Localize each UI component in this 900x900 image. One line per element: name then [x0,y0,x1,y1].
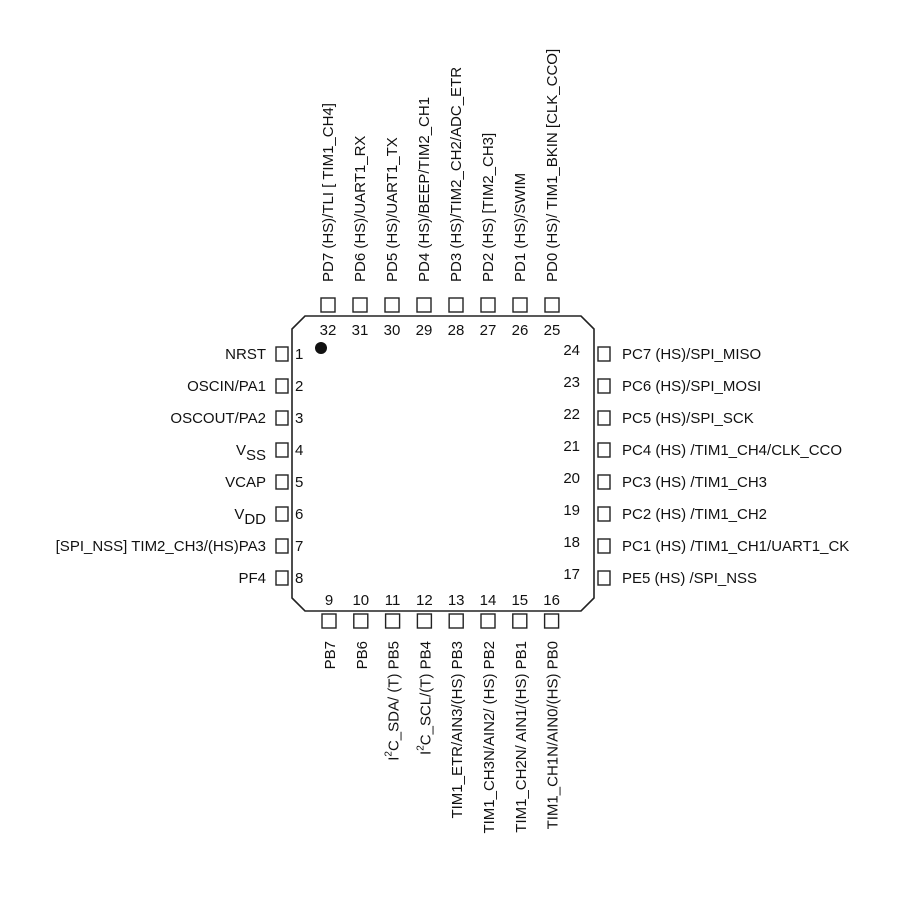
pin-pad-26 [513,298,527,312]
pin-pad-2 [276,379,288,393]
pin-label-31: PD6 (HS)/UART1_RX [352,135,369,282]
pin-pad-29 [417,298,431,312]
pin-pad-27 [481,298,495,312]
pin-number-17: 17 [563,566,580,583]
pin-number-31: 31 [351,322,369,339]
pin-pad-3 [276,411,288,425]
pin-number-16: 16 [543,592,560,609]
pin-pad-15 [513,614,527,628]
pin-label-5: VCAP [225,474,266,491]
pin-pad-20 [598,475,610,489]
pin-label-12: $I^2C\_SCL/(T)$ PB4 [415,641,435,755]
pin-number-27: 27 [479,322,497,339]
pin-label-13: TIM1_ETR/AIN3/(HS) PB3 [449,641,467,819]
pin-pad-8 [276,571,288,585]
pin-label-14: TIM1_CH3N/AIN2/ (HS) PB2 [481,641,498,834]
pin-pad-10 [354,614,368,628]
pin-pad-18 [598,539,610,553]
pin-number-8: 8 [295,570,304,587]
pin-number-2: 2 [295,378,304,395]
pin-number-22: 22 [563,406,580,423]
pin-label-4: VSS [235,442,266,464]
pin-pad-24 [598,347,610,361]
pin-number-10: 10 [352,592,370,609]
pin-pad-5 [276,475,288,489]
pin-pad-14 [481,614,495,628]
pin-label-28: PD3 (HS)/TIM2_CH2/ADC_ETR [448,66,465,282]
pin-number-29: 29 [415,322,433,339]
pin-label-11: $I^2C\_SDA/$ (T) PB5 [383,641,403,761]
pin-label-30: PD5 (HS)/UART1_TX [384,137,401,282]
pin-label-17: PE5 (HS) /SPI_NSS [622,570,758,587]
pin-number-32: 32 [319,322,337,339]
pin-pad-1 [276,347,288,361]
pin-pad-23 [598,379,610,393]
pin-number-12: 12 [416,592,433,609]
pin-number-7: 7 [295,538,304,555]
pin-pad-30 [385,298,399,312]
pin-label-29: PD4 (HS)/BEEP/TIM2_CH1 [416,96,433,282]
pin-pad-7 [276,539,288,553]
pin-pad-22 [598,411,610,425]
pin-label-16: TIM1_CH1N/AIN0/(HS) PB0 [544,641,562,830]
pin-pad-32 [321,298,335,312]
pin-label-3: OSCOUT/PA2 [170,410,266,427]
pin-pad-17 [598,571,610,585]
pin-number-13: 13 [447,592,465,609]
pin-pad-4 [276,443,288,457]
pin-number-24: 24 [563,342,580,359]
pin-number-19: 19 [563,502,580,519]
pin-label-25: PD0 (HS)/ TIM1_BKIN [CLK_CCO] [544,48,561,282]
pin-label-18: PC1 (HS) /TIM1_CH1/UART1_CK [622,538,850,555]
pin-number-28: 28 [447,322,465,339]
pin-label-2: OSCIN/PA1 [187,378,266,395]
pin-number-21: 21 [563,438,580,455]
pin-label-22: PC5 (HS)/SPI_SCK [622,410,754,427]
pin-number-20: 20 [563,470,580,487]
pin-label-8: PF4 [238,570,266,587]
pin-number-9: 9 [324,592,334,609]
pin-pad-21 [598,443,610,457]
pin-number-30: 30 [383,322,401,339]
pin-pad-19 [598,507,610,521]
pin-number-26: 26 [511,322,529,339]
chip-body [292,316,594,611]
pin-number-23: 23 [563,374,580,391]
pin-label-23: PC6 (HS)/SPI_MOSI [622,378,762,395]
pin-label-10: PB6 [353,641,371,670]
pin-pad-6 [276,507,288,521]
pin-pad-9 [322,614,336,628]
pin-number-4: 4 [295,442,304,459]
pin-label-20: PC3 (HS) /TIM1_CH3 [622,474,768,491]
pin-pad-31 [353,298,367,312]
pin-pad-28 [449,298,463,312]
pin-number-5: 5 [295,474,304,491]
pin-pad-16 [545,614,559,628]
pin1-marker [315,342,327,354]
pin-label-21: PC4 (HS) /TIM1_CH4/CLK_CCO [622,442,843,459]
pin-label-1: NRST [225,346,266,363]
pin-number-3: 3 [295,410,304,427]
pin-label-15: TIM1_CH2N/ AIN1/(HS) PB1 [512,641,530,833]
pin-pad-13 [449,614,463,628]
pin-label-26: PD1 (HS)/SWIM [512,172,529,282]
pin-label-6: VDD [234,506,266,528]
pin-label-19: PC2 (HS) /TIM1_CH2 [622,506,768,523]
pin-label-7: [SPI_NSS] TIM2_CH3/(HS)PA3 [55,538,266,555]
pin-label-9: PB7 [322,641,339,670]
pin-label-32: PD7 (HS)/TLI [ TIM1_CH4] [320,103,337,282]
pin-pad-11 [386,614,400,628]
pin-number-18: 18 [563,534,580,551]
pin-number-25: 25 [543,322,561,339]
pin-pad-25 [545,298,559,312]
pin-number-6: 6 [295,506,304,523]
pin-number-11: 11 [384,592,401,609]
pin-pad-12 [417,614,431,628]
pin-number-14: 14 [479,592,497,609]
pin-label-27: PD2 (HS) [TIM2_CH3] [480,132,497,282]
pin-number-15: 15 [511,592,529,609]
pin-label-24: PC7 (HS)/SPI_MISO [622,346,762,363]
pin-number-1: 1 [295,346,304,363]
